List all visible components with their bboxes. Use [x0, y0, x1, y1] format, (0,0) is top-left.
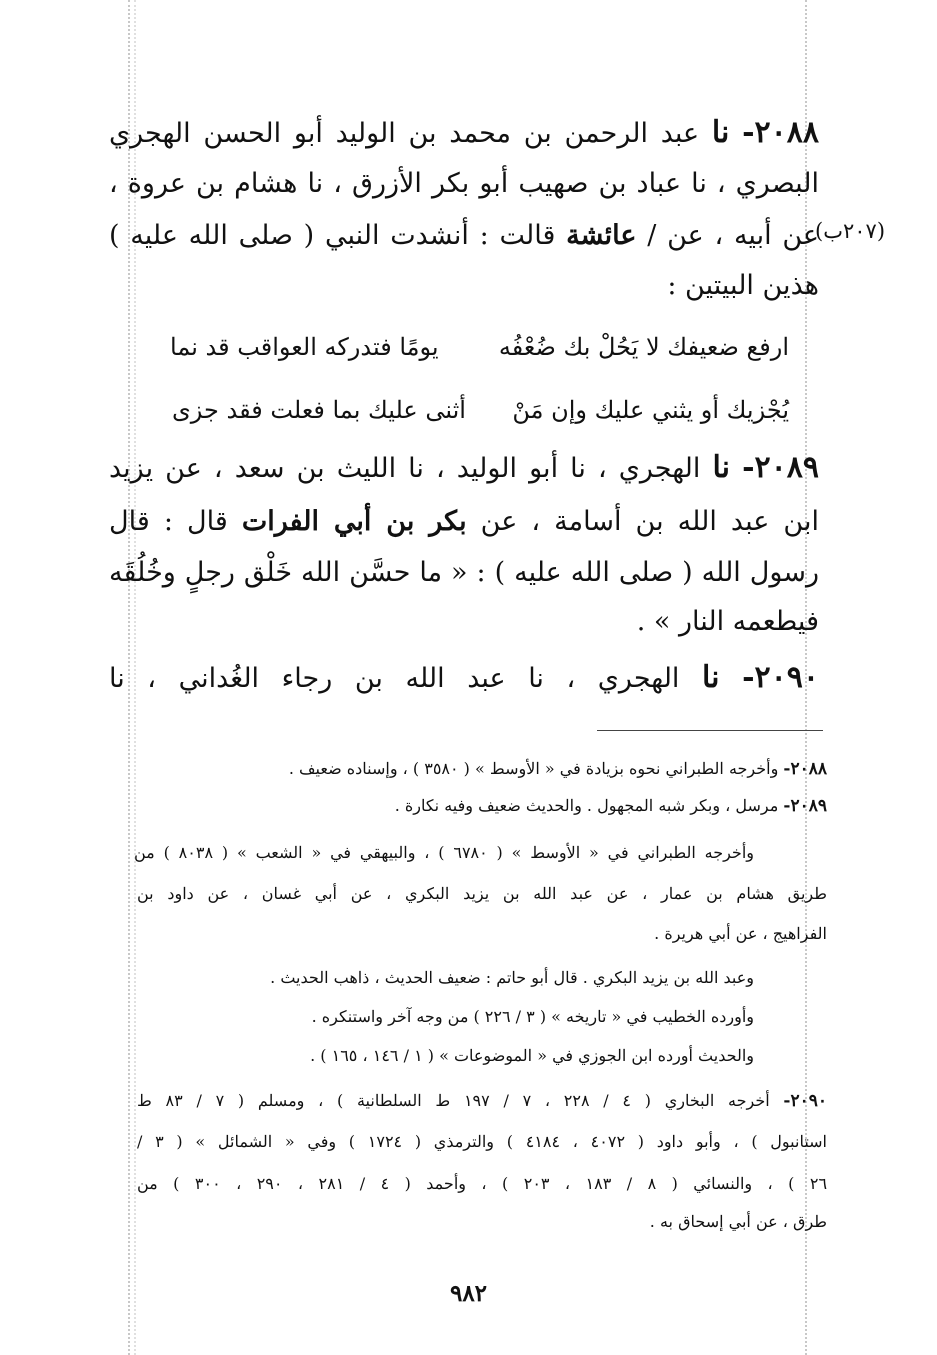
footnote-2089-line: وأخرجه الطبراني في « الأوسط » ( ٦٧٨٠ ) ، والبيهقي في « الشعب » ( ٨٠٣٨ ) من [134, 843, 754, 862]
hadith-text: عبد الرحمن بن محمد بن الوليد أبو الحسن الهجري [109, 118, 700, 149]
footnote-2090-line: طرق ، عن أبي إسحاق به . [649, 1212, 827, 1231]
folio-margin-note: (٢٠٧ب) [815, 219, 886, 243]
footnote-2090: ٢٠٩٠- أخرجه البخاري ( ٤ / ٢٢٨ ، ٧ / ١٩٧ ط السلطانية ) ، ومسلم ( ٧ / ٨٣ ط [137, 1091, 827, 1111]
footnote-2089-line: وعبد الله بن يزيد البكري . قال أبو حاتم : ضعيف الحديث ، ذاهب الحديث . [270, 968, 754, 987]
hadith-2089-line-2: ابن عبد الله بن أسامة ، عن بكر بن أبي الفرات قال : قال [109, 506, 819, 537]
hadith-2089-line-3: رسول الله ( صلى الله عليه ) : « ما حسَّن الله خَلْق رجلٍ وخُلُقَه [109, 557, 819, 588]
hadith-2088-line-4: هذين البيتين : [667, 270, 819, 301]
verse-2-second-hemistich: أثنى عليك بما فعلت فقد جزى [172, 396, 466, 424]
hadith-2088-line-1 [109, 115, 819, 152]
footnote-2089-line: والحديث أورده ابن الجوزي في « الموضوعات » ( ١ / ١٤٦ ، ١٦٥ ) . [310, 1046, 754, 1065]
footnote-separator [597, 730, 823, 731]
narration-marker: نا [702, 660, 720, 695]
hadith-text: الهجري ، نا عبد الله بن رجاء الغُداني ، نا [109, 663, 680, 694]
page-number: ٩٨٢ [449, 1280, 488, 1307]
hadith-text: الهجري ، نا أبو الوليد ، نا الليث بن سعد ، عن يزيد [109, 453, 701, 484]
hadith-2088-line-3: عن أبيه ، عن / عائشة قالت : أنشدت النبي ( صلى الله عليه ) [109, 220, 819, 251]
footnote-2088: ٢٠٨٨- وأخرجه الطبراني نحوه بزيادة في « الأوسط » ( ٣٥٨٠ ) ، وإسناده ضعيف . [288, 759, 827, 779]
footnote-2089-line: طريق هشام بن عمار ، عن عبد الله بن يزيد البكري ، عن أبي غسان ، عن داود بن [137, 884, 827, 903]
hadith-2089-line-4: فيطعمه النار » . [636, 606, 819, 637]
narrator-name: بكر بن أبي الفرات [241, 506, 467, 537]
footnote-2089-line: وأورده الخطيب في « تاريخه » ( ٣ / ٢٢٦ ) من وجه آخر واستنكره . [311, 1007, 754, 1026]
narration-marker: نا [712, 450, 730, 485]
narration-marker: نا [711, 115, 730, 150]
footnote-2089: ٢٠٨٩- مرسل ، وبكر شبه المجهول . والحديث ضعيف وفيه نكارة . [394, 796, 827, 816]
footnote-2090-line: ٢٦ ) ، والنسائي ( ٨ / ١٨٣ ، ٢٠٣ ) ، وأحمد ( ٤ / ٢٨١ ، ٢٩٠ ، ٣٠٠ ) من [137, 1174, 828, 1193]
hadith-number: ٢٠٩٠- [742, 660, 819, 695]
footnote-2089-line: الفراهيج ، عن أبي هريرة . [654, 924, 827, 943]
narrator-name: عائشة [566, 220, 637, 251]
verse-1-second-hemistich: يومًا فتدركه العواقب قد نما [170, 333, 439, 361]
hadith-number: ٢٠٨٩- [742, 450, 819, 485]
hadith-2088-line-2: البصري ، نا عباد بن صهيب أبو بكر الأزرق ، نا هشام بن عروة ، [109, 168, 819, 199]
hadith-2090-line-1 [109, 660, 819, 697]
hadith-number: ٢٠٨٨- [742, 115, 819, 150]
verse-1-first-hemistich: ارفع ضعيفك لا يَحُلْ بك ضُعْفُه [498, 333, 789, 361]
verse-2-first-hemistich: يُجْزيك أو يثني عليك وإن مَنْ [512, 396, 789, 424]
hadith-2089-line-1 [109, 450, 819, 487]
footnote-2090-line: استانبول ) ، وأبو داود ( ٤٠٧٢ ، ٤١٨٤ ) والترمذي ( ١٧٢٤ ) وفي « الشمائل » ( ٣ / [137, 1132, 827, 1151]
